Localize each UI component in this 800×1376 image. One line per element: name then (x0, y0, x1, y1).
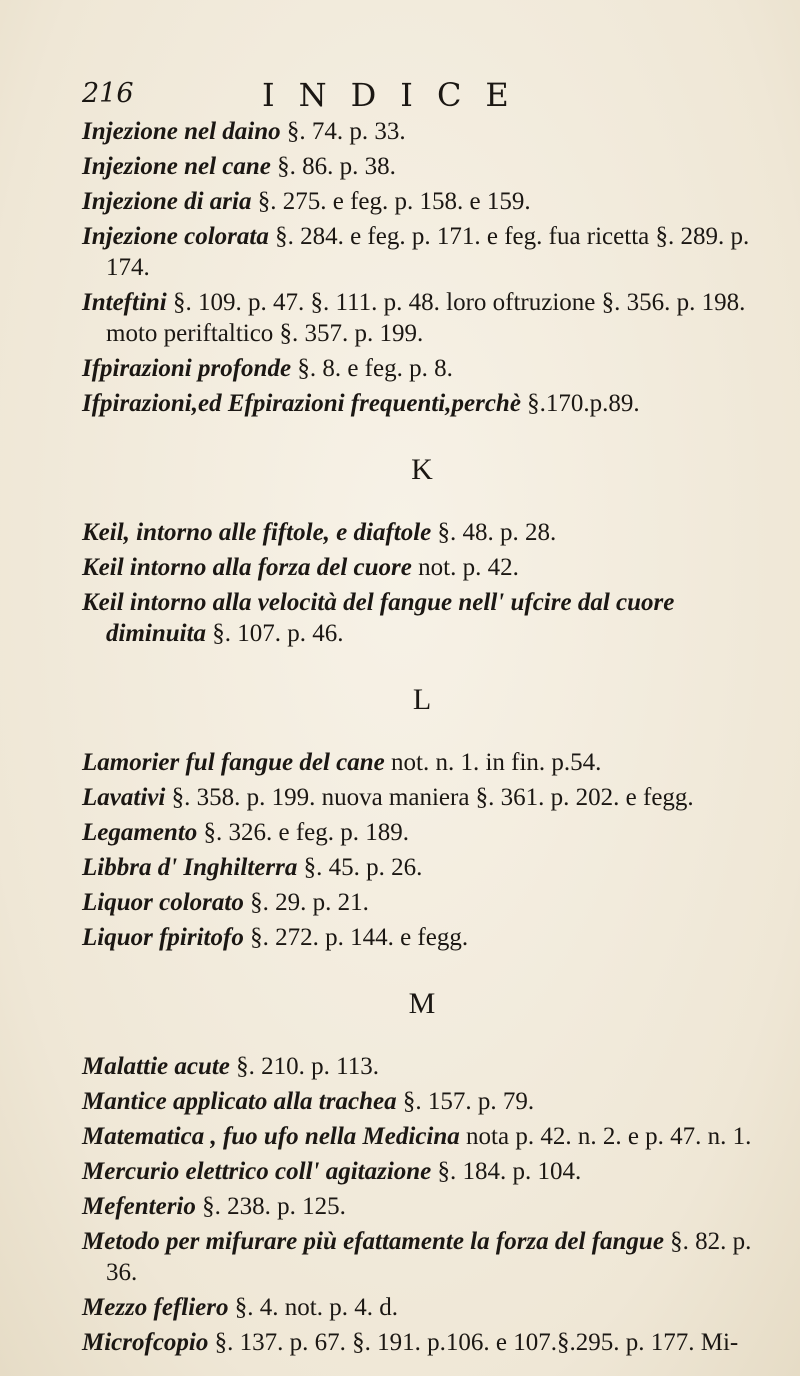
index-entry: Keil intorno alla velocità del fangue nell' ufcire dal cuore diminuita §. 107. p. 46. (82, 589, 675, 647)
page-header (82, 76, 742, 116)
index-entry: Injezione nel cane §. 86. p. 38. (82, 153, 396, 180)
index-section-k (82, 453, 762, 649)
index-entry: Liquor fpiritofo §. 272. p. 144. e fegg. (82, 924, 469, 951)
index-entry: Libbra d' Inghilterra §. 45. p. 26. (82, 854, 423, 881)
index-entry: Ifpirazioni profonde §. 8. e feg. p. 8. (82, 355, 453, 382)
index-entry: Legamento §. 326. e feg. p. 189. (82, 819, 410, 846)
index-entry: Metodo per mifurare più efattamente la forza del fangue §. 82. p. 36. (82, 1228, 752, 1286)
section-letter-l: L (412, 683, 432, 716)
index-entry: Ifpirazioni,ed Efpirazioni frequenti,perchè §.170.p.89. (82, 390, 640, 417)
index-entry: Mantice applicato alla trachea §. 157. p. 79. (82, 1088, 535, 1115)
index-entry: Microfcopio §. 137. p. 67. §. 191. p.106. e 107.§.295. p. 177. Mi- (82, 1329, 739, 1356)
running-title: INDICE (262, 76, 533, 114)
index-section-l (82, 683, 762, 953)
index-entry: Lavativi §. 358. p. 199. nuova maniera §. 361. p. 202. e fegg. (82, 784, 694, 811)
section-letter-k: K (411, 453, 433, 486)
index-entry: Keil, intorno alle fiftole, e diaftole §. 48. p. 28. (82, 519, 557, 546)
page-number: 216 (82, 78, 134, 109)
index-content (82, 116, 762, 1362)
index-entry: Liquor colorato §. 29. p. 21. (82, 889, 369, 916)
section-letter-m: M (408, 987, 436, 1020)
index-entry: Injezione nel daino §. 74. p. 33. (82, 118, 406, 145)
index-entry: Mefenterio §. 238. p. 125. (82, 1193, 346, 1220)
index-entry: Injezione di aria §. 275. e feg. p. 158. e 159. (82, 188, 531, 215)
index-entry: Malattie acute §. 210. p. 113. (82, 1053, 379, 1080)
index-entry: Injezione colorata §. 284. e feg. p. 171. e feg. fua ricetta §. 289. p. 174. (82, 223, 750, 281)
index-entry: Mercurio elettrico coll' agitazione §. 184. p. 104. (82, 1158, 582, 1185)
index-entry: Matematica , fuo ufo nella Medicina nota p. 42. n. 2. e p. 47. n. 1. (82, 1123, 752, 1150)
index-entry: Keil intorno alla forza del cuore not. p. 42. (82, 554, 519, 581)
index-entry: Lamorier ful fangue del cane not. n. 1. in fin. p.54. (82, 749, 602, 776)
index-section-i (82, 116, 762, 419)
index-entry: Inteftini §. 109. p. 47. §. 111. p. 48. loro oftruzione §. 356. p. 198. moto periftaltico §. 357. p. 199. (82, 289, 746, 347)
index-section-m (82, 987, 762, 1358)
index-entry: Mezzo fefliero §. 4. not. p. 4. d. (82, 1294, 398, 1321)
